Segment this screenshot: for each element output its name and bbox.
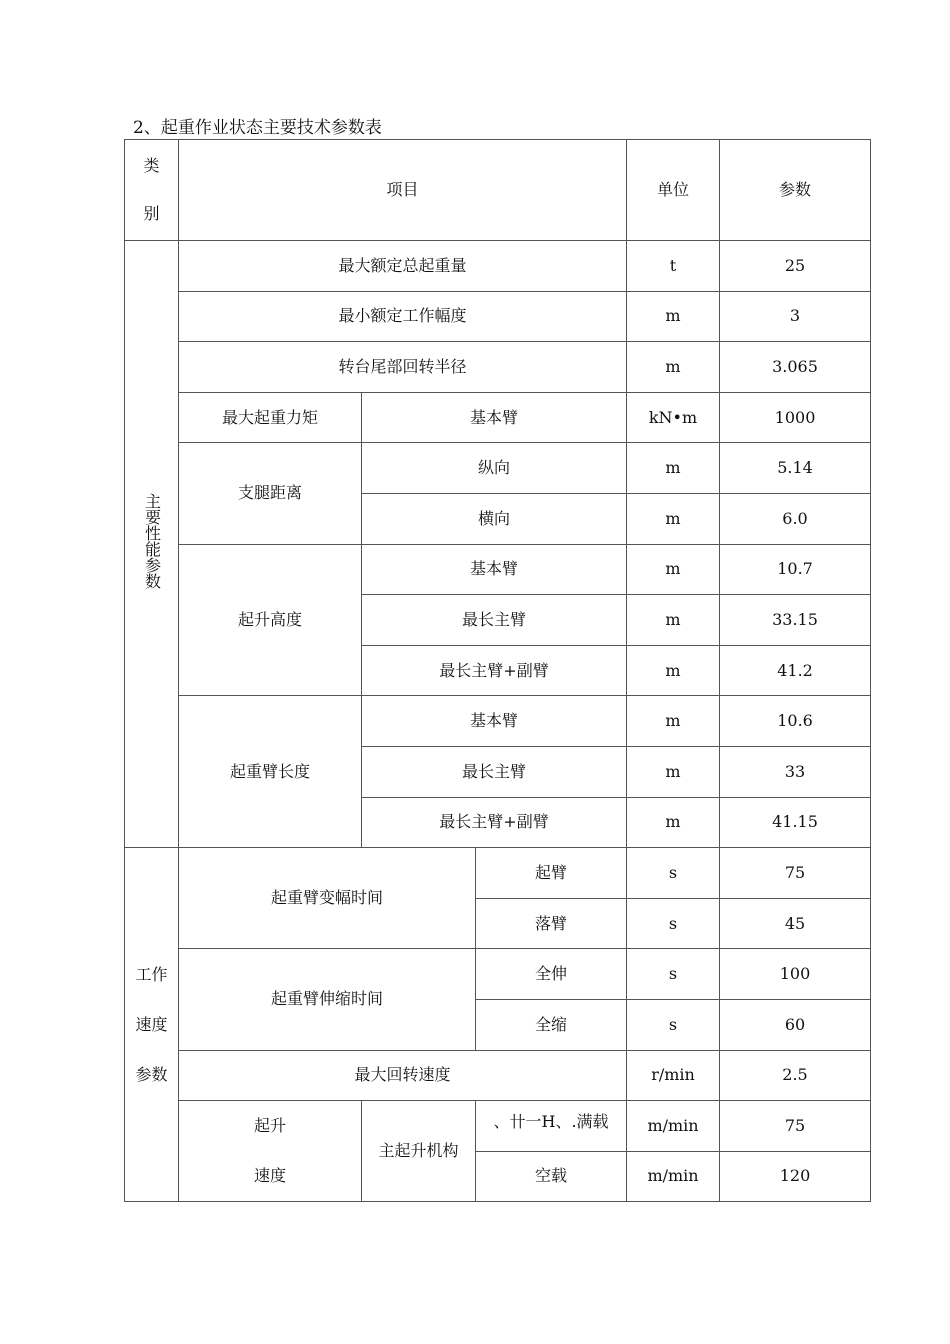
table-row: 最大回转速度 r/min 2.5 [125,1050,871,1101]
header-param: 参数 [720,140,871,241]
table-row: 最长主臂+副臂 m 41.2 [125,645,871,696]
table-row: 最长主臂 m 33 [125,746,871,797]
header-unit: 单位 [627,140,720,241]
header-row [125,140,871,241]
group-main-performance: 主要性能参数 [125,241,179,848]
table-row: 支腿距离 纵向 m 5.14 [125,443,871,494]
table-row: 空载 m/min 120 [125,1151,871,1202]
group-work-speed: 工作 速度 参数 [125,848,179,1202]
table-row: 工作 速度 参数 起重臂变幅时间 起臂 s 75 [125,848,871,899]
table-row: 起升 速度 主起升机构 、卄一H、.满载 m/min 75 [125,1101,871,1152]
table-row: 起升高度 基本臂 m 10.7 [125,544,871,595]
table-row: 主要性能参数 最大额定总起重量 t 25 [125,241,871,292]
header-item: 项目 [179,140,627,241]
hoist-speed-label: 起升 速度 [179,1101,362,1202]
crane-parameter-table [124,139,871,1202]
table-row: 起重臂伸缩时间 全伸 s 100 [125,949,871,1000]
table-row: 最小额定工作幅度 m 3 [125,291,871,342]
table-row: 全缩 s 60 [125,999,871,1050]
table-row: 横向 m 6.0 [125,493,871,544]
table-row: 最长主臂 m 33.15 [125,595,871,646]
table-row: 落臂 s 45 [125,898,871,949]
table-title: 2、起重作业状态主要技术参数表 [133,118,382,138]
table-row: 最大起重力矩 基本臂 kN•m 1000 [125,392,871,443]
table-row: 转台尾部回转半径 m 3.065 [125,342,871,393]
table-row: 起重臂长度 基本臂 m 10.6 [125,696,871,747]
table-row: 最长主臂+副臂 m 41.15 [125,797,871,848]
header-category: 类 别 [125,140,179,241]
